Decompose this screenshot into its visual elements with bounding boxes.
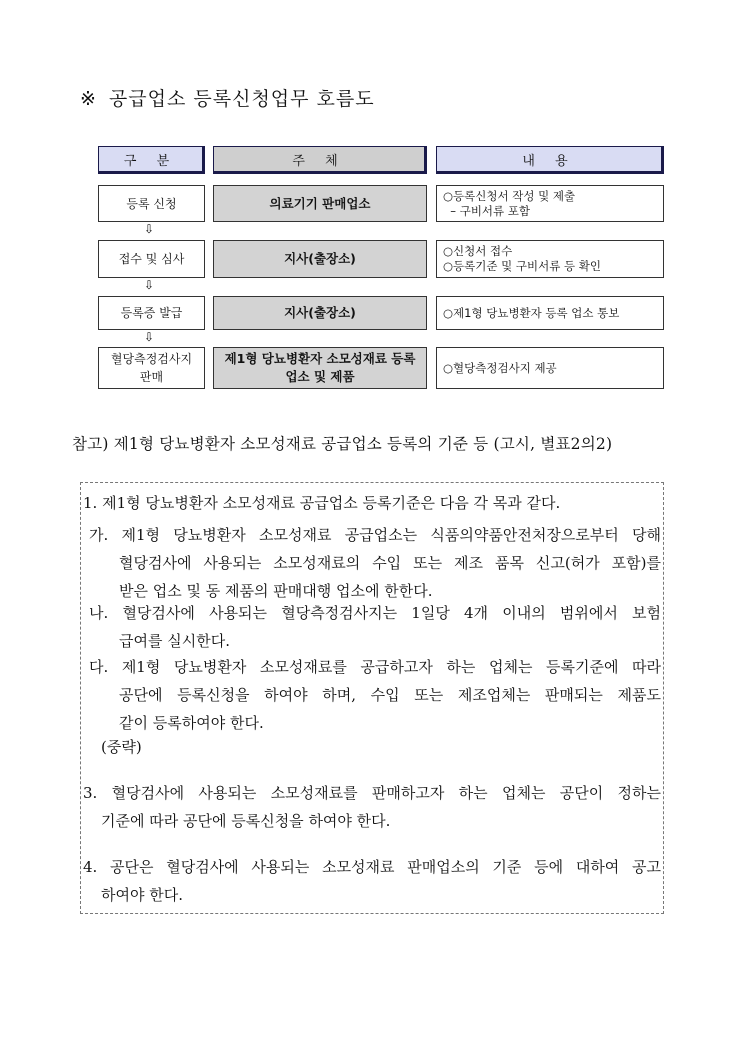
reference-mark: ※ (80, 88, 97, 110)
clause-ga-line2: 혈당검사에 사용되는 소모성재료의 수입 또는 제조 품목 신고(허가 포함)를 (119, 554, 661, 572)
row3-category: 등록증 발급 (98, 296, 205, 330)
clause-3-line2: 기준에 따라 공단에 등록신청을 하여야 한다. (101, 812, 391, 830)
row2-content (436, 240, 664, 278)
row1-content (436, 185, 664, 222)
row3-content-line1: ○제1형 당뇨병환자 등록 업소 통보 (443, 305, 620, 320)
reference-heading: 참고) 제1형 당뇨병환자 소모성재료 공급업소 등록의 기준 등 (고시, 별표2의2) (72, 435, 613, 453)
clause-3-line1: 3. 혈당검사에 사용되는 소모성재료를 판매하고자 하는 업체는 공단이 정하는 (83, 784, 661, 802)
row4-content-line1: ○혈당측정검사지 제공 (443, 360, 557, 375)
row1-content-line2: – 구비서류 포함 (443, 203, 531, 218)
clause-da-line2: 공단에 등록신청을 하여야 하며, 수입 또는 제조업체는 판매되는 제품도 (119, 686, 661, 704)
clause-ga-line3: 받은 업소 및 동 제품의 판매대행 업소에 한한다. (119, 582, 433, 600)
row1-subject: 의료기기 판매업소 (213, 185, 427, 222)
row2-content-line1: ○신청서 접수 (443, 244, 513, 258)
clause-4 (83, 853, 661, 909)
header-content: 내 용 (436, 146, 664, 174)
row2-category: 접수 및 심사 (98, 240, 205, 278)
flow-arrow-1: ⇩ (144, 222, 155, 236)
header-category: 구 분 (98, 146, 205, 174)
row2-content-line2: ○등록기준 및 구비서류 등 확인 (443, 259, 601, 273)
row4-content (436, 347, 664, 389)
clause-da-line3: 같이 등록하여야 한다. (119, 714, 264, 732)
row4-subject-line2: 업소 및 제품 (285, 369, 355, 384)
clause-ga (89, 521, 661, 605)
row2-subject: 지사(출장소) (213, 240, 427, 278)
row4-category-line2: 판매 (139, 370, 164, 384)
clause-ga-line1: 가. 제1형 당뇨병환자 소모성재료 공급업소는 식품의약품안전처장으로부터 당해 (89, 526, 661, 544)
omitted-note: (중략) (101, 738, 142, 756)
row3-content (436, 296, 664, 330)
clause-na-line1: 나. 혈당검사에 사용되는 혈당측정검사지는 1일당 4개 이내의 범위에서 보험 (89, 604, 661, 622)
header-subject: 주 체 (213, 146, 427, 174)
clause-na (89, 599, 661, 655)
row4-category-line1: 혈당측정검사지 (110, 352, 193, 366)
row1-content-line1: ○등록신청서 작성 및 제출 (443, 188, 576, 203)
title-text: 공급업소 등록신청업무 호름도 (108, 88, 375, 110)
flow-arrow-2: ⇩ (144, 278, 155, 292)
row1-category: 등록 신청 (98, 185, 205, 222)
row4-subject (213, 347, 427, 389)
clause-1: 1. 제1형 당뇨병환자 소모성재료 공급업소 등록기준은 다음 각 목과 같다. (83, 494, 561, 512)
row4-category (98, 347, 205, 389)
flow-arrow-3: ⇩ (144, 330, 155, 344)
row4-subject-line1: 제1형 당뇨병환자 소모성재료 등록 (224, 351, 416, 366)
clause-na-line2: 급여를 실시한다. (119, 632, 230, 650)
clause-4-line2: 하여야 한다. (101, 886, 183, 904)
clause-3 (83, 779, 661, 835)
clause-da-line1: 다. 제1형 당뇨병환자 소모성재료를 공급하고자 하는 업체는 등록기준에 따라 (89, 658, 661, 676)
regulation-box (80, 482, 664, 914)
clause-da (89, 653, 661, 737)
row3-subject: 지사(출장소) (213, 296, 427, 330)
clause-4-line1: 4. 공단은 혈당검사에 사용되는 소모성재료 판매업소의 기준 등에 대하여 공고 (83, 858, 661, 876)
page-title (80, 84, 375, 111)
